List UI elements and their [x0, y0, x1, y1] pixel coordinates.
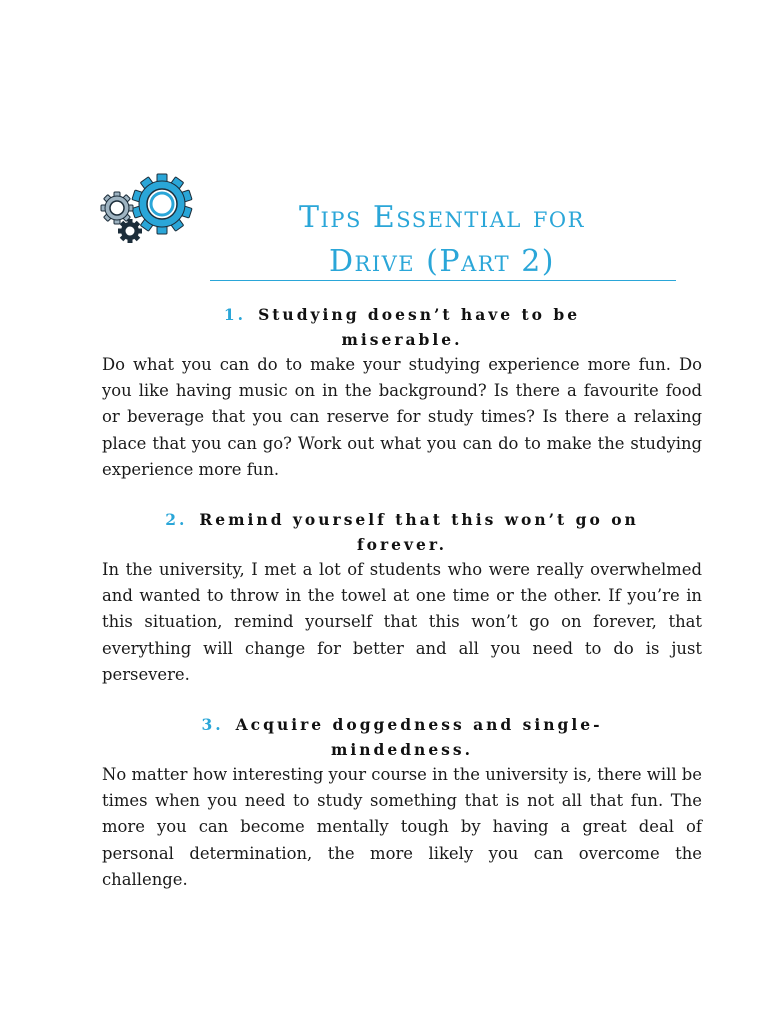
- page-title-line-2: Drive (Part 2): [328, 244, 556, 279]
- tip-body: No matter how interesting your course in the university is, there will be times when you need to study something that is not all that fun. The more you can become mentally tough by having a great deal of personal determination, the more likely you can overcome the challenge.: [102, 765, 702, 889]
- tip-number: 2.: [165, 510, 188, 530]
- title-divider: [210, 280, 676, 281]
- tip-1: [102, 302, 702, 483]
- page-title-line-1: Tips Essential for: [299, 200, 585, 235]
- gears-icon: [100, 170, 200, 250]
- tip-number: 3.: [201, 715, 224, 735]
- page-title: [208, 196, 676, 284]
- tip-body: In the university, I met a lot of students who were really overwhelmed and wanted to throw in the towel at one time or the other. If you’re in this situation, remind yourself that this won’t go on forever, that everything will change for better and all you need to do is just persevere.: [102, 560, 702, 684]
- tip-heading-text: Studying doesn’t have to be miserable.: [258, 305, 581, 349]
- tip-body: Do what you can do to make your studying experience more fun. Do you like having music on in the background? Is there a favourite food or beverage that you can reserve for study times? Is there a relaxing place that you can go? Work out what you can do to make the studying experience more fun.: [102, 355, 702, 479]
- tip-3: [102, 712, 702, 893]
- tip-2: [102, 507, 702, 688]
- tip-heading: [102, 507, 702, 557]
- tip-heading: [102, 302, 702, 352]
- tip-heading-text: Remind yourself that this won’t go on forever.: [199, 510, 639, 555]
- tip-number: 1.: [223, 305, 247, 324]
- tip-heading-text: Acquire doggedness and single-mindedness.: [235, 715, 603, 760]
- tip-heading: [102, 712, 702, 762]
- tips-list: [102, 302, 702, 893]
